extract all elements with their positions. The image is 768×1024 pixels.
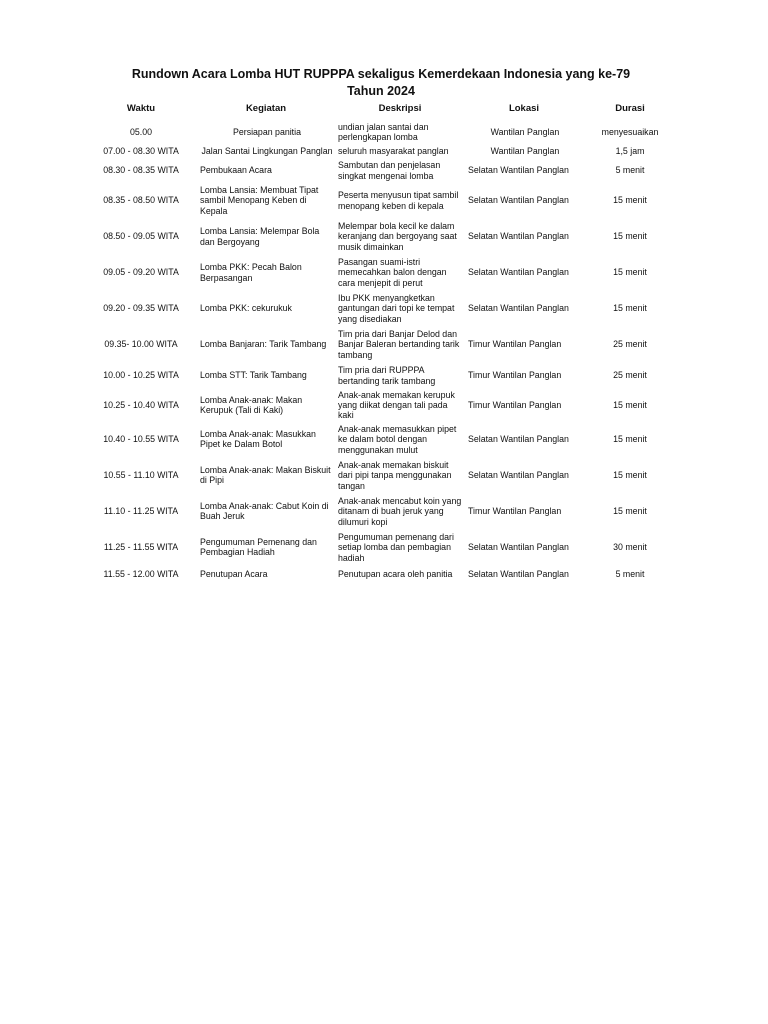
cell-deskripsi: Sambutan dan penjelasan singkat mengenai lomba — [338, 160, 441, 181]
table-row — [86, 183, 676, 219]
cell-waktu: 10.25 - 10.40 WITA — [103, 399, 179, 410]
cell-lokasi: Timur Wantilan Panglan — [468, 339, 562, 350]
cell-kegiatan: Pembukaan Acara — [200, 165, 272, 176]
cell-lokasi: Timur Wantilan Panglan — [468, 399, 562, 410]
cell-deskripsi: Pasangan suami-istri memecahkan balon dengan cara menjepit di perut — [338, 257, 447, 288]
cell-durasi: 15 menit — [613, 506, 647, 517]
cell-kegiatan: Pengumuman Pemenang dan Pembagian Hadiah — [200, 537, 317, 558]
cell-deskripsi: Pengumuman pemenang dari setiap lomba dan pembagian hadiah — [338, 532, 454, 563]
document-sheet — [86, 66, 676, 583]
header-durasi: Durasi — [615, 103, 645, 114]
table-row — [86, 457, 676, 493]
cell-deskripsi: Ibu PKK menyangketkan gantungan dari topi ke tempat yang disediakan — [338, 293, 455, 324]
cell-deskripsi: Penutupan acara oleh panitia — [338, 569, 453, 580]
cell-durasi: 25 menit — [613, 339, 647, 350]
table-row — [86, 219, 676, 255]
title-line-2: Tahun 2024 — [347, 84, 415, 98]
table-row — [86, 255, 676, 291]
cell-deskripsi: undian jalan santai dan perlengkapan lomba — [338, 122, 429, 143]
rundown-table — [86, 101, 676, 583]
cell-kegiatan: Persiapan panitia — [233, 127, 301, 138]
cell-waktu: 10.40 - 10.55 WITA — [103, 434, 179, 445]
cell-waktu: 07.00 - 08.30 WITA — [103, 145, 179, 156]
cell-lokasi: Selatan Wantilan Panglan — [468, 267, 569, 278]
cell-deskripsi: seluruh masyarakat panglan — [338, 145, 449, 156]
table-row — [86, 291, 676, 327]
document-title — [86, 66, 676, 100]
cell-durasi: 15 menit — [613, 434, 647, 445]
cell-deskripsi: Anak-anak memakan biskuit dari pipi tanpa menggunakan tangan — [338, 460, 452, 491]
cell-waktu: 08.30 - 08.35 WITA — [103, 165, 179, 176]
cell-durasi: 15 menit — [613, 195, 647, 206]
cell-deskripsi: Peserta menyusun tipat sambil menopang keben di kepala — [338, 190, 459, 211]
cell-kegiatan: Lomba Anak-anak: Masukkan Pipet ke Dalam Botol — [200, 429, 316, 450]
cell-waktu: 10.55 - 11.10 WITA — [103, 470, 179, 481]
cell-kegiatan: Lomba Anak-anak: Makan Biskuit di Pipi — [200, 465, 331, 486]
title-line-1: Rundown Acara Lomba HUT RUPPPA sekaligus Kemerdekaan Indonesia yang ke-79 — [131, 67, 631, 81]
cell-durasi: 15 menit — [613, 231, 647, 242]
cell-durasi: 5 menit — [615, 165, 645, 176]
cell-durasi: 25 menit — [613, 370, 647, 381]
header-deskripsi: Deskripsi — [378, 103, 422, 114]
table-row — [86, 121, 676, 144]
cell-durasi: 15 menit — [613, 267, 647, 278]
cell-deskripsi: Anak-anak memakan kerupuk yang diikat dengan tali pada kaki — [338, 389, 455, 421]
cell-waktu: 05.00 — [129, 127, 152, 138]
cell-kegiatan: Lomba PKK: Pecah Balon Berpasangan — [200, 262, 302, 283]
cell-kegiatan: Lomba Lansia: Membuat Tipat sambil Menopang Keben di Kepala — [200, 185, 319, 216]
cell-waktu: 09.35- 10.00 WITA — [104, 339, 178, 350]
cell-lokasi: Timur Wantilan Panglan — [468, 506, 562, 517]
cell-deskripsi: Anak-anak mencabut koin yang ditanam di buah jeruk yang dilumuri kopi — [338, 496, 462, 527]
cell-lokasi: Wantilan Panglan — [490, 145, 560, 156]
cell-waktu: 11.10 - 11.25 WITA — [103, 506, 179, 517]
table-row — [86, 159, 676, 183]
cell-lokasi: Selatan Wantilan Panglan — [468, 165, 569, 176]
cell-lokasi: Selatan Wantilan Panglan — [468, 434, 569, 445]
table-row — [86, 493, 676, 529]
table-body — [86, 121, 676, 583]
cell-durasi: 15 menit — [613, 470, 647, 481]
table-row — [86, 565, 676, 583]
cell-lokasi: Selatan Wantilan Panglan — [468, 231, 569, 242]
cell-kegiatan: Lomba Banjaran: Tarik Tambang — [200, 339, 327, 350]
table-row — [86, 363, 676, 389]
cell-deskripsi: Melempar bola kecil ke dalam keranjang dan bergoyang saat musik dimainkan — [338, 221, 457, 252]
cell-waktu: 11.55 - 12.00 WITA — [103, 569, 179, 580]
cell-lokasi: Wantilan Panglan — [490, 127, 560, 138]
cell-lokasi: Selatan Wantilan Panglan — [468, 470, 569, 481]
cell-durasi: 15 menit — [613, 399, 647, 410]
cell-waktu: 09.20 - 09.35 WITA — [103, 303, 179, 314]
cell-kegiatan: Penutupan Acara — [200, 569, 268, 580]
header-waktu: Waktu — [126, 103, 156, 114]
cell-durasi: 1,5 jam — [615, 145, 645, 156]
cell-durasi: 30 menit — [613, 542, 647, 553]
cell-waktu: 08.35 - 08.50 WITA — [103, 195, 179, 206]
cell-lokasi: Selatan Wantilan Panglan — [468, 303, 569, 314]
cell-deskripsi: Tim pria dari Banjar Delod dan Banjar Baleran bertanding tarik tambang — [338, 329, 460, 360]
cell-waktu: 08.50 - 09.05 WITA — [103, 231, 179, 242]
table-row — [86, 421, 676, 457]
cell-kegiatan: Lomba Anak-anak: Makan Kerupuk (Tali di Kaki) — [200, 394, 303, 416]
table-header-row — [86, 101, 676, 121]
cell-kegiatan: Jalan Santai Lingkungan Panglan — [201, 145, 333, 156]
cell-durasi: 5 menit — [615, 569, 645, 580]
cell-lokasi: Timur Wantilan Panglan — [468, 370, 562, 381]
cell-waktu: 09.05 - 09.20 WITA — [103, 267, 179, 278]
cell-kegiatan: Lomba PKK: cekurukuk — [200, 303, 292, 314]
header-kegiatan: Kegiatan — [245, 103, 287, 114]
table-row — [86, 144, 676, 159]
cell-deskripsi: Tim pria dari RUPPPA bertanding tarik tambang — [338, 365, 436, 386]
table-row — [86, 327, 676, 363]
cell-kegiatan: Lomba STT: Tarik Tambang — [200, 370, 307, 381]
cell-durasi: menyesuaikan — [601, 127, 659, 138]
cell-lokasi: Selatan Wantilan Panglan — [468, 195, 569, 206]
header-lokasi: Lokasi — [508, 103, 540, 114]
cell-lokasi: Selatan Wantilan Panglan — [468, 542, 569, 553]
cell-kegiatan: Lomba Lansia: Melempar Bola dan Bergoyang — [200, 226, 320, 247]
table-row — [86, 389, 676, 422]
cell-kegiatan: Lomba Anak-anak: Cabut Koin di Buah Jeruk — [200, 501, 329, 522]
cell-deskripsi: Anak-anak memasukkan pipet ke dalam botol dengan menggunakan mulut — [338, 424, 457, 455]
cell-durasi: 15 menit — [613, 303, 647, 314]
cell-waktu: 11.25 - 11.55 WITA — [103, 542, 179, 553]
table-row — [86, 529, 676, 565]
cell-waktu: 10.00 - 10.25 WITA — [103, 370, 179, 381]
cell-lokasi: Selatan Wantilan Panglan — [468, 569, 569, 580]
